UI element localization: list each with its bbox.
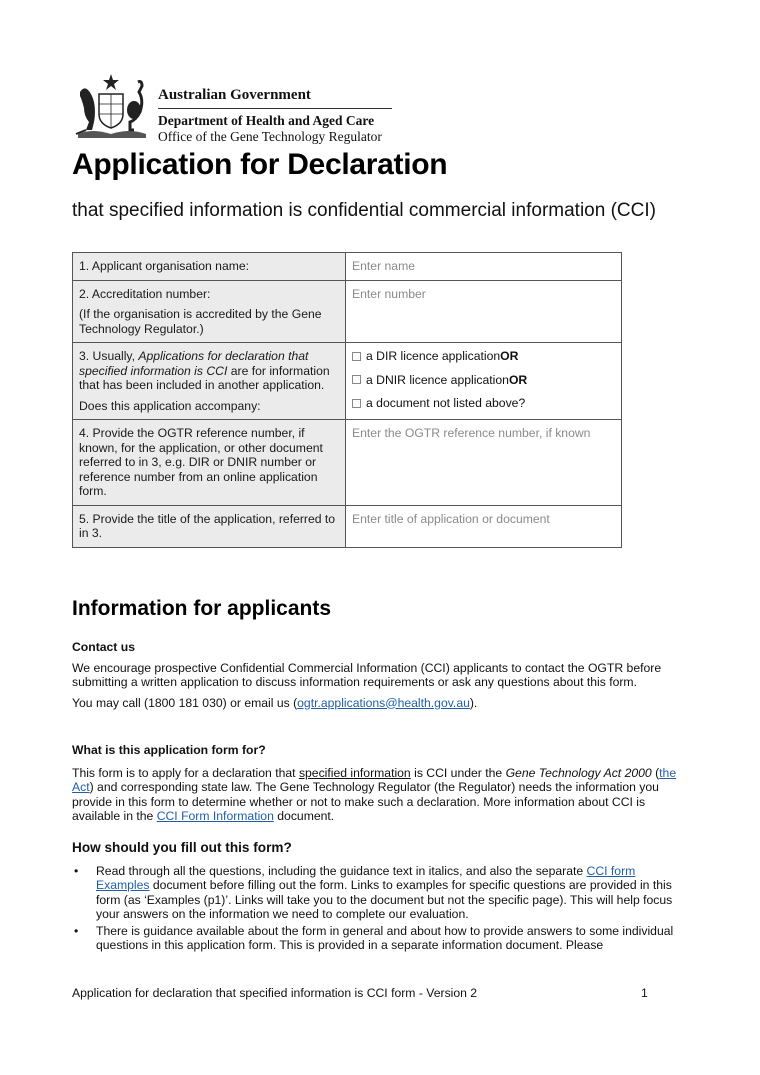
page-subtitle: that specified information is confidential commercial information (CCI) [72, 200, 656, 221]
dnir-licence-label: a DNIR licence application [366, 372, 509, 387]
contact-section [72, 640, 687, 710]
checkbox-dir-licence[interactable] [352, 352, 361, 361]
reference-number-field[interactable]: Enter the OGTR reference number, if known [346, 420, 622, 506]
bullet2-text: There is guidance available about the form in general and about how to provide answers to some individual questions in this application form. This is provided in a separate information document. Please [96, 923, 674, 952]
contact-details [72, 696, 687, 711]
bullet-icon: • [74, 863, 79, 878]
application-form-table [72, 252, 622, 548]
how-heading: How should you fill out this form? [72, 840, 292, 855]
government-name: Australian Government [158, 87, 311, 103]
page-number: 1 [641, 986, 648, 1000]
page-title: Application for Declaration [72, 148, 448, 181]
form-row-application-type [73, 343, 622, 420]
specified-information-term: specified information [298, 765, 411, 780]
dir-or-label: OR [500, 349, 519, 363]
coat-of-arms-logo [72, 72, 150, 142]
application-type-label-cell [73, 343, 346, 420]
application-type-description [79, 349, 339, 393]
accreditation-number-field[interactable]: Enter number [346, 280, 622, 343]
footer-text: Application for declaration that specified information is CCI form - Version 2 [72, 986, 478, 1000]
checkbox-dnir-licence[interactable] [352, 375, 361, 384]
act-name: Gene Technology Act 2000 [505, 765, 652, 780]
accreditation-note: (If the organisation is accredited by the Gene Technology Regulator.) [79, 307, 322, 336]
accreditation-label: 2. Accreditation number: [79, 286, 211, 301]
reference-number-label: 4. Provide the OGTR reference number, if known, for the application, or other document referred to in 3, e.g. DIR or DNIR number or reference number from an online application form. [73, 420, 346, 506]
purpose-text-4: ) and corresponding state law. The Gene Technology Regulator (the Regulator) needs the information you provide in this form to determine whether or not to make such a declaration. More information about CCI is available in the [72, 780, 659, 823]
header-divider [158, 108, 392, 109]
purpose-text-1: This form is to apply for a declaration that [72, 765, 299, 780]
purpose-heading: What is this application form for? [72, 743, 266, 757]
checkbox-other-document[interactable] [352, 399, 361, 408]
application-type-question: Does this application accompany: [79, 398, 261, 413]
department-name: Department of Health and Aged Care [158, 113, 375, 128]
q3-prefix: 3. Usually, [79, 349, 139, 363]
contact-details-prefix: You may call (1800 181 030) or email us ( [72, 695, 298, 710]
application-title-label: 5. Provide the title of the application, referred to in 3. [73, 505, 346, 547]
q3-italic-term: Applications for declaration that specified information is CCI [79, 349, 309, 378]
application-type-options [346, 343, 622, 420]
other-document-label: a document not listed above? [366, 396, 526, 410]
form-row-accreditation [73, 280, 622, 343]
form-row-application-title [73, 505, 622, 547]
form-row-reference-number [73, 420, 622, 506]
purpose-section [72, 743, 687, 824]
contact-email-link[interactable]: ogtr.applications@health.gov.au [297, 695, 470, 710]
bullet1-text-1: Read through all the questions, including the guidance text in italics, and also the separate [96, 863, 587, 878]
bullet1-text-2: document before filling out the form. Links to examples for specific questions are provided in this form (as ‘Examples (p1)’. Links will take you to the document but not the specific page). This will help focus your answers on the information we need to complete our evaluation. [96, 878, 673, 921]
cci-form-examples-link[interactable]: CCI form Examples [96, 863, 636, 892]
purpose-text-3: ( [651, 765, 660, 780]
q3-suffix: are for information that has been included in another application. [79, 363, 330, 392]
contact-details-suffix: ). [469, 695, 478, 710]
other-document-option[interactable] [352, 396, 615, 411]
dir-licence-option[interactable] [352, 349, 615, 364]
contact-paragraph: We encourage prospective Confidential Commercial Information (CCI) applicants to contact the OGTR before submitting a written application to discuss information requirements or ask any questions about this form. [72, 660, 662, 689]
dnir-licence-option[interactable] [352, 373, 615, 388]
office-name: Office of the Gene Technology Regulator [158, 129, 382, 144]
dnir-or-label: OR [508, 372, 528, 387]
purpose-text-5: document. [273, 809, 335, 823]
bullet-icon: • [74, 923, 79, 938]
dir-licence-label: a DIR licence application [366, 349, 501, 363]
application-title-field[interactable]: Enter title of application or document [346, 505, 622, 547]
accreditation-label-cell [73, 280, 346, 343]
form-row-organisation [73, 253, 622, 281]
list-item [72, 924, 687, 953]
purpose-text-2: is CCI under the [410, 765, 506, 780]
list-item [72, 864, 687, 922]
cci-form-information-link[interactable]: CCI Form Information [156, 809, 274, 823]
the-act-link[interactable]: the Act [72, 765, 677, 794]
organisation-name-field[interactable]: Enter name [346, 253, 622, 281]
contact-heading: Contact us [72, 640, 135, 654]
organisation-name-label: 1. Applicant organisation name: [73, 253, 346, 281]
how-section [72, 841, 687, 953]
info-heading: Information for applicants [72, 597, 332, 620]
purpose-paragraph [72, 766, 687, 824]
government-header [72, 72, 402, 152]
